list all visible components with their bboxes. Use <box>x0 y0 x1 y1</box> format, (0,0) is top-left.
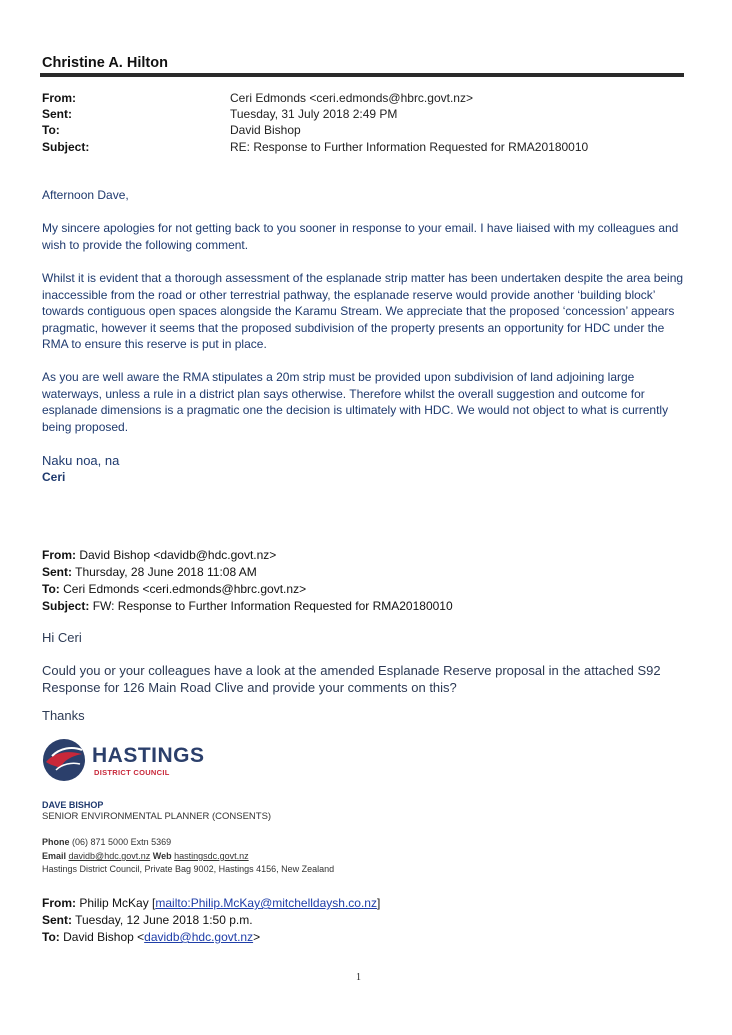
phone-value: (06) 871 5000 Extn 5369 <box>72 837 172 847</box>
sent-value: Tuesday, 31 July 2018 2:49 PM <box>230 107 398 121</box>
fw1-from-label: From: <box>42 548 76 562</box>
sent-label: Sent: <box>42 107 72 121</box>
fw2-from: From: Philip McKay [mailto:Philip.McKay@mitchelldaysh.co.nz] <box>42 896 381 910</box>
fw1-to-label: To: <box>42 582 60 596</box>
fw1-to-value: Ceri Edmonds <ceri.edmonds@hbrc.govt.nz> <box>63 582 307 596</box>
fw1-to <box>42 581 306 598</box>
to-value: David Bishop <box>230 123 301 137</box>
fw2-to: To: David Bishop <davidb@hdc.govt.nz> <box>42 930 261 944</box>
signature-name: DAVE BISHOP <box>42 800 104 810</box>
signature-phone <box>42 837 171 847</box>
sender-name: Christine A. Hilton <box>42 55 168 71</box>
fw1-subject-label: Subject: <box>42 599 90 613</box>
fw1-sent-label: Sent: <box>42 565 72 579</box>
fw2-to-name: David Bishop <box>63 930 134 944</box>
fw2-from-name: Philip McKay <box>79 896 149 910</box>
web-label: Web <box>152 851 172 861</box>
fw2-sent <box>42 912 253 929</box>
header-divider <box>40 73 684 77</box>
paragraph-1: My sincere apologies for not getting back to you sooner in response to your email. I have liaised with my colleagues and wish to provide the following comment. <box>42 221 679 252</box>
fw-thanks: Thanks <box>42 708 85 723</box>
fw2-from-label: From: <box>42 896 76 910</box>
fw1-sent-value: Thursday, 28 June 2018 11:08 AM <box>75 565 257 579</box>
web-link[interactable]: hastingsdc.govt.nz <box>174 851 249 861</box>
subject-value: RE: Response to Further Information Requested for RMA20180010 <box>230 140 589 154</box>
hastings-logo <box>42 736 205 784</box>
fw2-to-label: To: <box>42 930 60 944</box>
paragraph-2: Whilst it is evident that a thorough assessment of the esplanade strip matter has been undertaken despite the area being inaccessible from the road or other terrestrial pathway, the esplanade reserve would provide another ‘building block’ towards contiguous open spaces alongside the Karamu Stream. We appreciate that the proposed ‘concession’ appears pragmatic, however it seems that the proposed subdivision of the property presents an opportunity for HDC under the RMA to ensure this reserve is put in place. <box>42 271 684 351</box>
fw2-sent-label: Sent: <box>42 913 72 927</box>
from-label: From: <box>42 91 76 105</box>
fw-body: Could you or your colleagues have a look at the amended Esplanade Reserve proposal in the attached S92 Response for 126 Main Road Clive and provide your comments on this? <box>42 663 661 695</box>
logo-subtitle: DISTRICT COUNCIL <box>94 768 170 777</box>
fw2-sent-value: Tuesday, 12 June 2018 1:50 p.m. <box>75 913 253 927</box>
fw-greeting: Hi Ceri <box>42 630 82 645</box>
fw1-from <box>42 547 276 564</box>
fw1-subject-value: FW: Response to Further Information Requested for RMA20180010 <box>92 599 453 613</box>
email-link[interactable]: davidb@hdc.govt.nz <box>68 851 151 861</box>
fw1-sent <box>42 564 257 581</box>
subject-label: Subject: <box>42 140 90 154</box>
fw2-to-email-link[interactable]: davidb@hdc.govt.nz <box>144 930 254 944</box>
page-number: 1 <box>356 972 361 983</box>
phone-label: Phone <box>42 837 70 847</box>
email-label: Email <box>42 851 67 861</box>
logo-wordmark: HASTINGS <box>92 744 205 767</box>
hastings-logo-icon <box>42 736 90 784</box>
signature-title: SENIOR ENVIRONMENTAL PLANNER (CONSENTS) <box>42 811 272 822</box>
signature-address: Hastings District Council, Private Bag 9002, Hastings 4156, New Zealand <box>42 864 335 874</box>
to-label: To: <box>42 123 60 137</box>
from-value: Ceri Edmonds <ceri.edmonds@hbrc.govt.nz> <box>230 91 473 105</box>
paragraph-3: As you are well aware the RMA stipulates a 20m strip must be provided upon subdivision of land adjoining large waterways, unless a rule in a district plan says otherwise. Therefore whilst the overall suggestion and outcome for esplanade dimensions is a pragmatic one the decision is ultimately with HDC. We would not object to what is currently being proposed. <box>42 370 669 434</box>
signoff-name: Ceri <box>42 470 66 484</box>
signoff: Naku noa, na <box>42 453 120 468</box>
fw1-from-value: David Bishop <davidb@hdc.govt.nz> <box>79 548 277 562</box>
greeting: Afternoon Dave, <box>42 188 129 202</box>
signature-email-web <box>42 851 249 861</box>
fw2-from-mailto-link[interactable]: mailto:Philip.McKay@mitchelldaysh.co.nz <box>155 896 377 910</box>
fw1-subject <box>42 598 453 615</box>
